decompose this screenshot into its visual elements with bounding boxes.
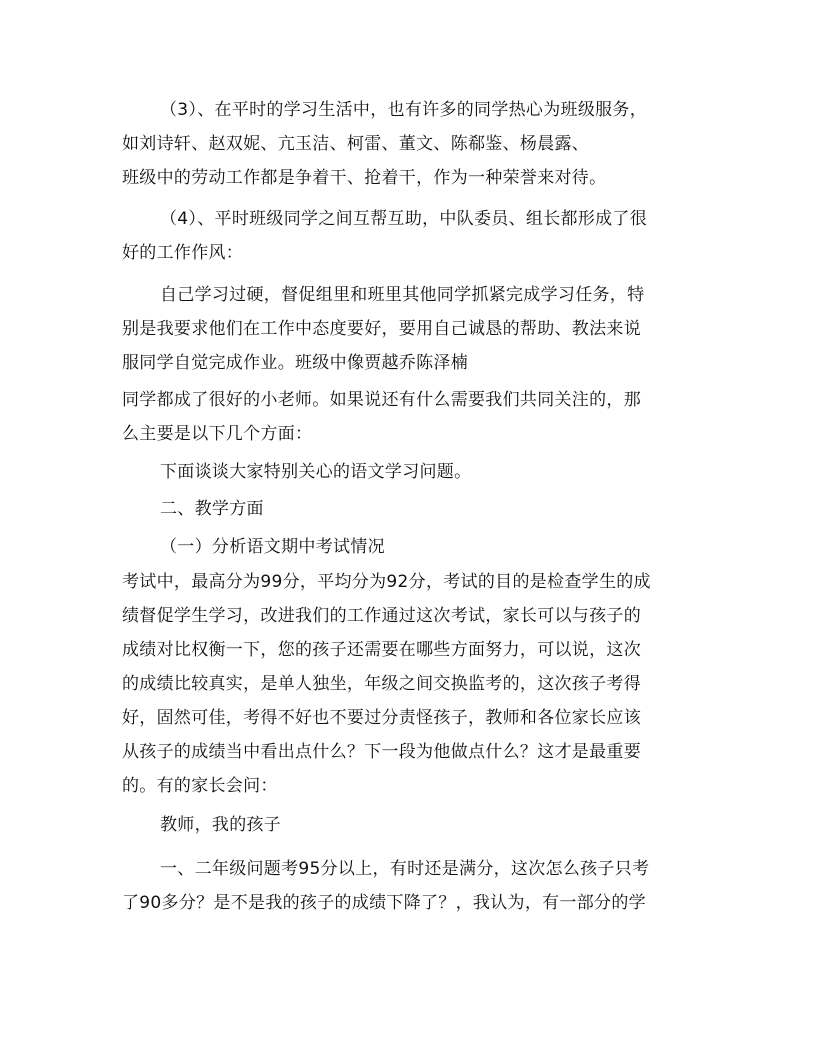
paragraph-5-line-5: 么主要是以下几个方面： (122, 424, 313, 444)
paragraph-5-line-4: 同学都成了很好的小老师。如果说还有什么需要我们共同关注的，那 (122, 390, 641, 410)
section-heading-teaching: 二、教学方面 (160, 499, 264, 519)
paragraph-6-line-1: 下面谈谈大家特别关心的语文学习问题。 (160, 462, 472, 482)
paragraph-7-line-5: 好，固然可佳，考得不好也不要过分责怪孩子，教师和各位家长应该 (122, 708, 641, 728)
paragraph-4-line-2: 好的工作作风： (122, 243, 244, 263)
paragraph-7-line-3: 成绩对比权衡一下，您的孩子还需要在哪些方面努力，可以说，这次 (122, 640, 641, 660)
paragraph-3-line-1: （3）、在平时的学习生活中，也有许多的同学热心为班级服务， (160, 100, 648, 120)
paragraph-9-line-1: 一、二年级问题考95分以上，有时还是满分，这次怎么孩子只考 (160, 859, 650, 879)
paragraph-3-line-3: 班级中的劳动工作都是争着干、抢着干，作为一种荣誉来对待。 (122, 168, 607, 188)
paragraph-9-line-2: 了90多分？是不是我的孩子的成绩下降了？，我认为，有一部分的学 (122, 893, 646, 913)
paragraph-7-line-6: 从孩子的成绩当中看出点什么？下一段为他做点什么？这才是最重要 (122, 742, 641, 762)
paragraph-7-line-7: 的。有的家长会问： (122, 776, 278, 796)
paragraph-4-line-1: （4）、平时班级同学之间互帮互助，中队委员、组长都形成了很 (160, 209, 648, 229)
paragraph-7-line-2: 绩督促学生学习，改进我们的工作通过这次考试，家长可以与孩子的 (122, 606, 641, 626)
paragraph-3-line-2: 如刘诗轩、赵双妮、亢玉洁、柯雷、董文、陈郗鉴、杨晨露、 (122, 134, 590, 154)
paragraph-7-line-4: 的成绩比较真实，是单人独坐，年级之间交换监考的，这次孩子考得 (122, 674, 641, 694)
paragraph-5-line-1: 自己学习过硬，督促组里和班里其他同学抓紧完成学习任务，特 (160, 285, 645, 305)
paragraph-7-line-1: 考试中，最高分为99分，平均分为92分，考试的目的是检查学生的成 (122, 572, 651, 592)
paragraph-5-line-2: 别是我要求他们在工作中态度要好，要用自己诚恳的帮助、教法来说 (122, 319, 641, 339)
paragraph-5-line-3: 服同学自觉完成作业。班级中像贾越乔陈泽楠 (122, 353, 468, 373)
subsection-heading-exam-analysis: （一）分析语文期中考试情况 (160, 537, 385, 557)
paragraph-8-line-1: 教师，我的孩子 (160, 815, 282, 835)
